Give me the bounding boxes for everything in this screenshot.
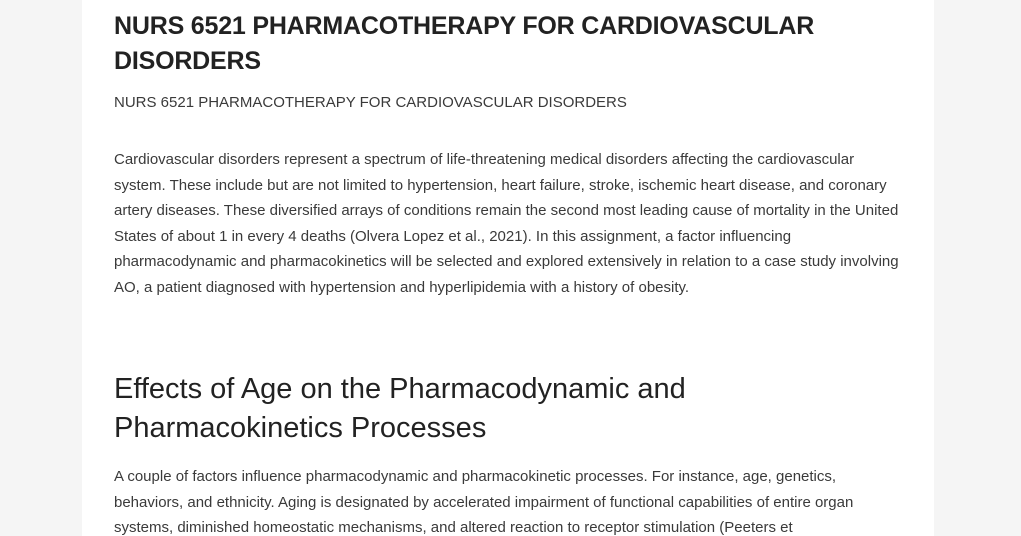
article-subtitle: NURS 6521 PHARMACOTHERAPY FOR CARDIOVASCULAR DISORDERS [114, 94, 627, 111]
article-page [82, 0, 934, 536]
section-paragraph: A couple of factors influence pharmacodynamic and pharmacokinetic processes. For instance, age, genetics, behaviors, and ethnicity. Aging is designated by accelerated impairment of functional capabilities of entire organ systems, diminished homeostatic mechanisms, and altered reaction to receptor stimulation (Peeters et [114, 468, 854, 536]
intro-paragraph: Cardiovascular disorders represent a spectrum of life-threatening medical disorders affecting the cardiovascular system. These include but are not limited to hypertension, heart failure, stroke, ischemic heart disease, and coronary artery diseases. These diversified arrays of conditions remain the second most leading cause of mortality in the United States of about 1 in every 4 deaths (Olvera Lopez et al., 2021). In this assignment, a factor influencing pharmacodynamic and pharmacokinetics will be selected and explored extensively in relation to a case study involving AO, a patient diagnosed with hypertension and hyperlipidemia with a history of obesity. [114, 151, 899, 296]
section-heading: Effects of Age on the Pharmacodynamic and Pharmacokinetics Processes [114, 373, 686, 444]
article-title: NURS 6521 PHARMACOTHERAPY FOR CARDIOVASCULAR DISORDERS [114, 12, 815, 75]
